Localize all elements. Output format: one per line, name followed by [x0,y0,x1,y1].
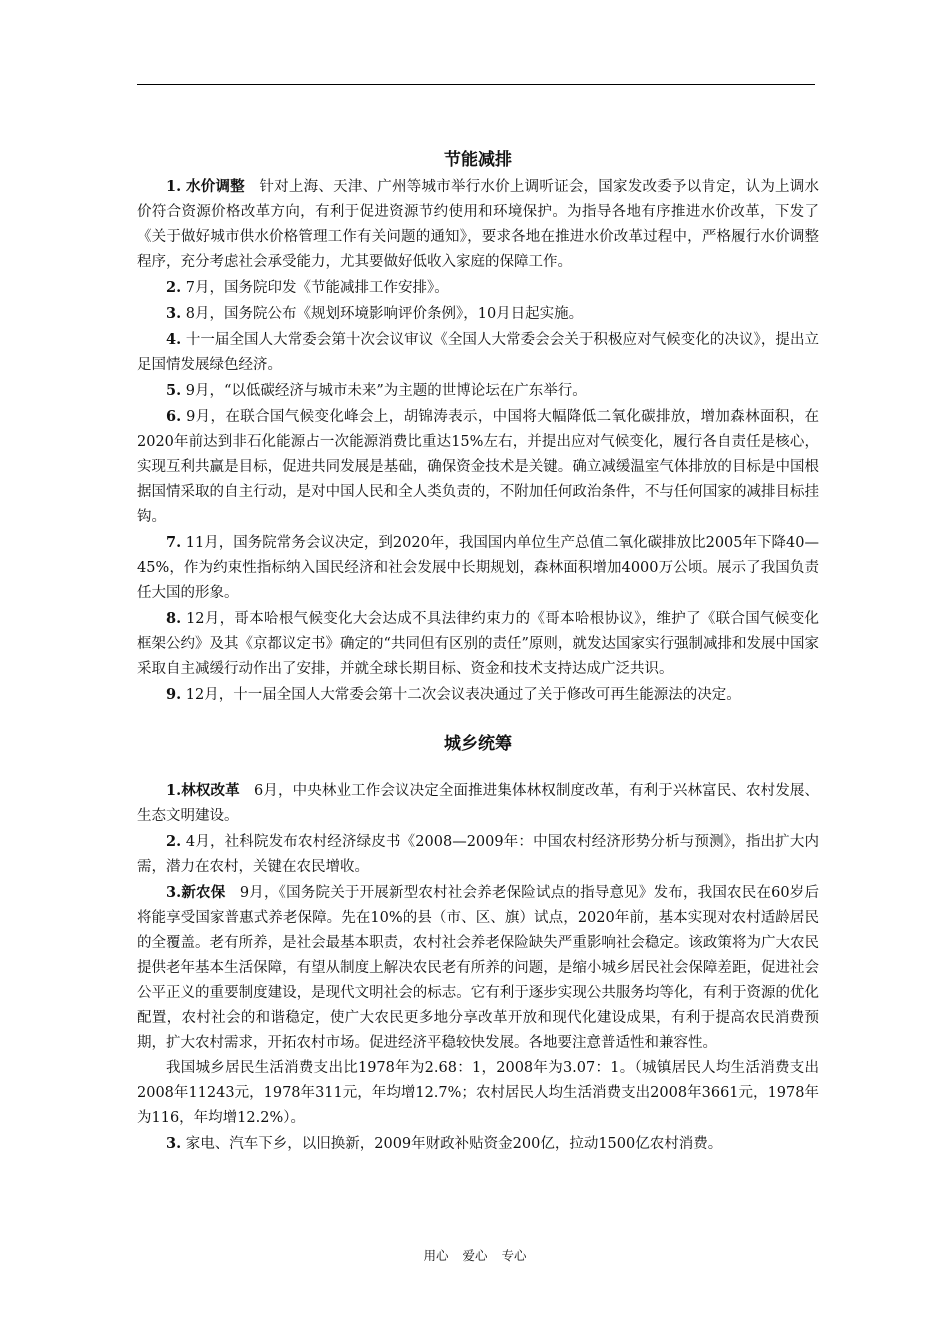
item-text: 4月，社科院发布农村经济绿皮书《2008—2009年：中国农村经济形势分析与预测》，指出扩大内需，潜力在农村，关键在农民增收。 [137,834,819,875]
paragraph [137,174,819,275]
item-text: 十一届全国人大常委会第十次会议审议《全国人大常委会会关于积极应对气候变化的决议》，提出立足国情发展绿色经济。 [137,332,820,373]
item-text: 9月，“以低碳经济与城市未来”为主题的世博论坛在广东举行。 [185,383,587,399]
paragraph [137,275,819,301]
item-number: 3. [166,884,182,901]
item-text: 8月，国务院公布《规划环境影响评价条例》，10月日起实施。 [185,306,584,322]
page-footer: 用心 爱心 专心 [423,1248,527,1263]
paragraph [137,1056,819,1131]
section-urban-rural [137,778,819,1157]
paragraph [137,530,819,606]
item-number: 6. [166,408,182,425]
paragraph [137,404,819,530]
document-body [137,146,819,1157]
section-energy [137,174,819,708]
paragraph [137,327,819,378]
paragraph [137,682,819,708]
paragraph [137,778,819,829]
item-text: 6月，中央林业工作会议决定全面推进集体林权制度改革，有利于兴林富民、农村发展、生态文明建设。 [137,783,820,824]
item-number: 1. [166,782,182,799]
item-keyword: 水价调整 [185,178,245,195]
item-number: 9. [166,686,182,703]
item-keyword: 林权改革 [181,782,240,799]
item-text: 7月，国务院印发《节能减排工作安排》。 [185,280,449,296]
section-title-urban-rural: 城乡统筹 [444,734,512,754]
item-text: 11月，国务院常务会议决定，到2020年，我国国内单位生产总值二氧化碳排放比2005年下降40—45%，作为约束性指标纳入国民经济和社会发展中长期规划，森林面积增加4000万公顷。展示了我国负责任大国的形象。 [137,535,819,601]
paragraph [137,378,819,404]
item-text: 9月，在联合国气候变化峰会上，胡锦涛表示，中国将大幅降低二氧化碳排放，增加森林面积，在2020年前达到非石化能源占一次能源消费比重达15%左右，并提出应对气候变化，履行各自责任是核心，实现互利共赢是目标，促进共同发展是基础，确保资金技术是关键。确立减缓温室气体排放的目标是中国根据国情采取的自主行动，是对中国人民和全人类负责的，不附加任何政治条件，不与任何国家的减排目标挂钩。 [137,409,819,525]
paragraph [137,880,819,1056]
item-number: 5. [166,382,182,399]
item-text: 我国城乡居民生活消费支出比1978年为2.68：1，2008年为3.07：1。（城镇居民人均生活消费支出2008年11243元，1978年311元，年均增12.7%；农村居民人均生活消费支出2008年3661元，1978年为116，年均增12.2%）。 [137,1060,819,1126]
item-number: 7. [166,534,182,551]
item-text: 家电、汽车下乡，以旧换新，2009年财政补贴资金200亿，拉动1500亿农村消费。 [185,1136,723,1152]
paragraph [137,829,819,880]
item-number: 3. [166,1135,182,1152]
item-text: 12月，哥本哈根气候变化大会达成不具法律约束力的《哥本哈根协议》，维护了《联合国气候变化框架公约》及其《京都议定书》确定的“共同但有区别的责任”原则，就发达国家实行强制减排和发展中国家采取自主减缓行动作出了安排，并就全球长期目标、资金和技术支持达成广泛共识。 [137,611,820,677]
item-text: 12月，十一届全国人大常委会第十二次会议表决通过了关于修改可再生能源法的决定。 [185,687,741,703]
item-number: 3. [166,305,182,322]
item-text: 针对上海、天津、广州等城市举行水价上调听证会，国家发改委予以肯定，认为上调水价符合资源价格改革方向，有利于促进资源节约使用和环境保护。为指导各地有序推进水价改革，下发了《关于做好城市供水价格管理工作有关问题的通知》，要求各地在推进水价改革过程中，严格履行水价调整程序，充分考虑社会承受能力，尤其要做好低收入家庭的保障工作。 [137,179,820,270]
paragraph [137,606,819,682]
paragraph [137,1131,819,1157]
item-number: 1. [166,178,182,195]
item-number: 2. [166,279,182,296]
item-number: 2. [166,833,182,850]
item-number: 4. [166,331,182,348]
item-text: 9月，《国务院关于开展新型农村社会养老保险试点的指导意见》发布，我国农民在60岁后将能享受国家普惠式养老保障。先在10%的县（市、区、旗）试点，2020年前，基本实现对农村适龄居民的全覆盖。老有所养，是社会最基本职责，农村社会养老保险缺失严重影响社会稳定。该政策将为广大农民提供老年基本生活保障，有望从制度上解决农民老有所养的问题，是缩小城乡居民社会保障差距，促进社会公平正义的重要制度建设，是现代文明社会的标志。它有利于逐步实现公共服务均等化，有利于资源的优化配置，农村社会的和谐稳定，使广大农民更多地分享改革开放和现代化建设成果，有利于提高农民消费预期，扩大农村需求，开拓农村市场。促进经济平稳较快发展。各地要注意普适性和兼容性。 [137,885,819,1051]
header-rule [137,84,815,85]
item-number: 8. [166,610,182,627]
section-title-energy: 节能减排 [444,150,512,170]
paragraph [137,301,819,327]
item-keyword: 新农保 [181,884,226,901]
